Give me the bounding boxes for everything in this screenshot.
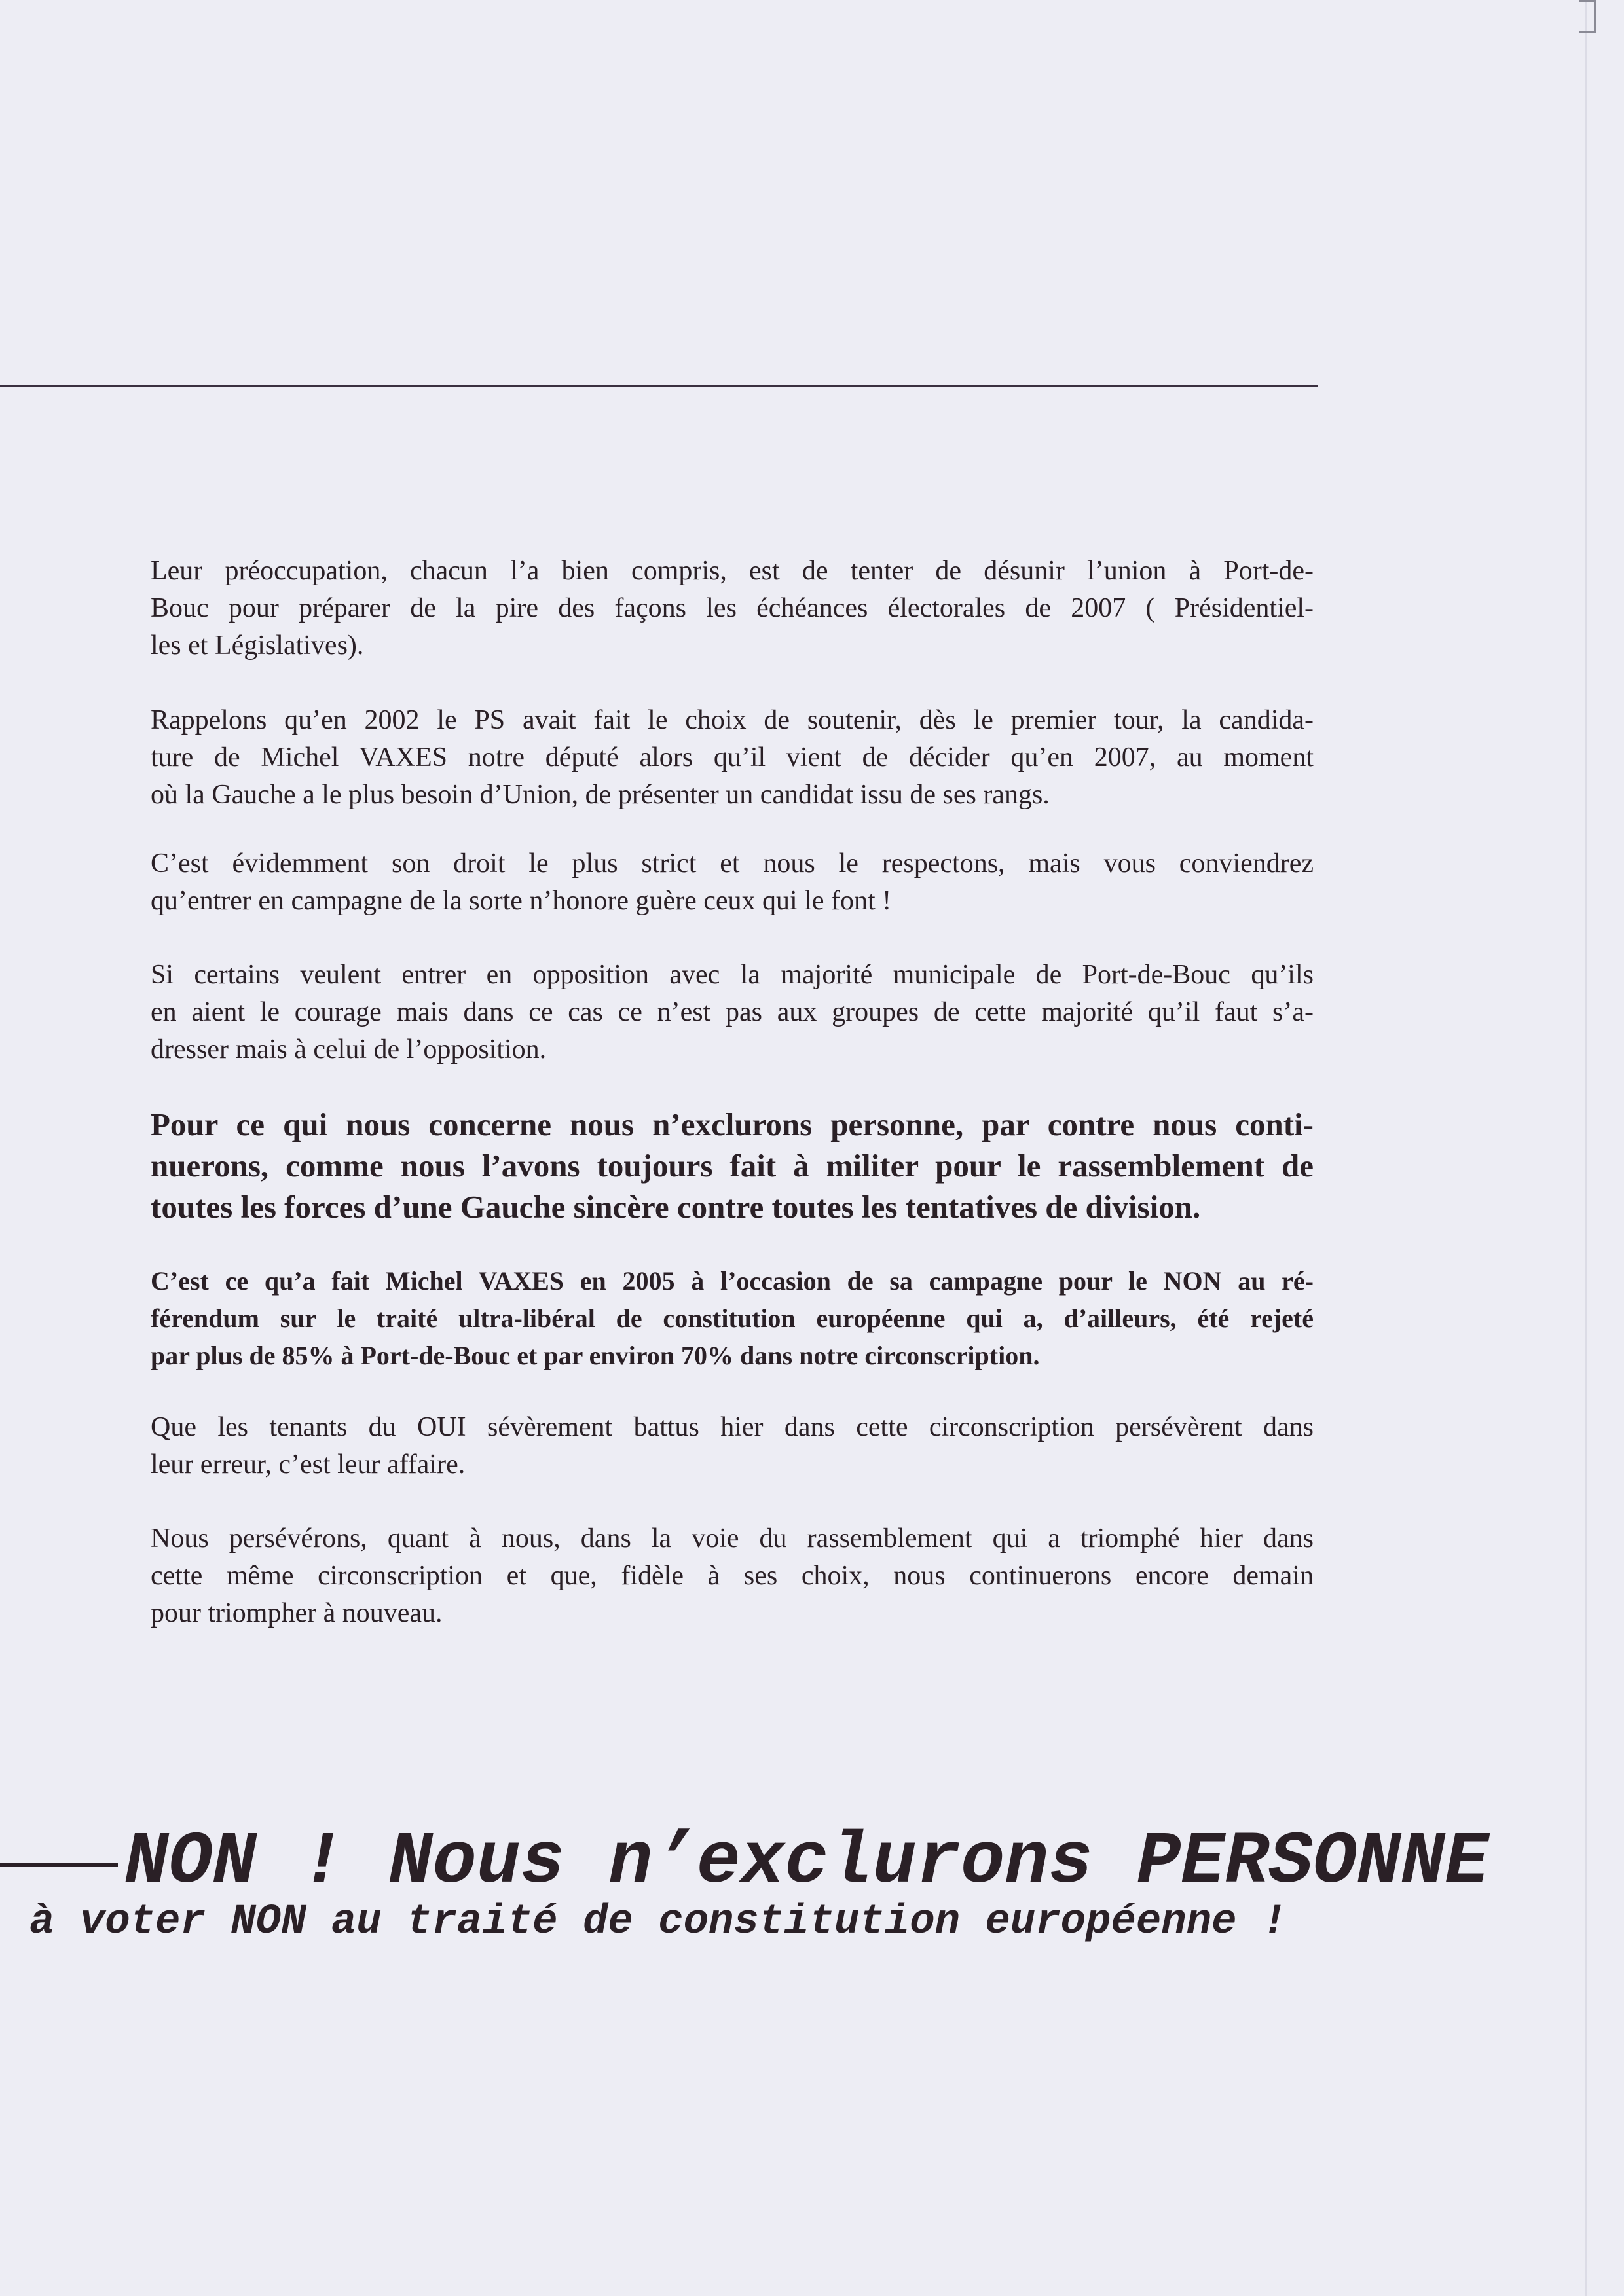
text-line: Leur préoccupation, chacun l’a bien compris, est de tenter de désunir l’union à Port-de- — [151, 556, 1314, 586]
text-line: où la Gauche a le plus besoin d’Union, de présenter un candidat issu de ses rangs. — [151, 780, 1050, 810]
corner-mark — [1579, 0, 1596, 33]
text-line: C’est évidemment son droit le plus strict et nous le respectons, mais vous conviendrez — [151, 848, 1314, 879]
text-line: Pour ce qui nous concerne nous n’exclurons personne, par contre nous conti- — [151, 1106, 1314, 1142]
paragraph — [151, 1104, 1314, 1228]
paragraph — [151, 702, 1314, 814]
text-line: Que les tenants du OUI sévèrement battus hier dans cette circonscription persévèrent dans — [151, 1412, 1314, 1442]
horizontal-rule — [0, 385, 1318, 387]
paragraph — [151, 1262, 1314, 1374]
page-edge — [1585, 0, 1587, 2296]
text-line: nuerons, comme nous l’avons toujours fait à militer pour le rassemblement de — [151, 1148, 1314, 1184]
paragraph — [151, 553, 1314, 665]
text-line: par plus de 85% à Port-de-Bouc et par environ 70% dans notre circonscription. — [151, 1341, 1040, 1370]
slogan-rule — [0, 1863, 118, 1867]
paragraph — [151, 957, 1314, 1068]
text-line: toutes les forces d’une Gauche sincère contre toutes les tentatives de division. — [151, 1189, 1201, 1225]
text-line: leur erreur, c’est leur affaire. — [151, 1449, 466, 1480]
text-line: qu’entrer en campagne de la sorte n’honore guère ceux qui le font ! — [151, 886, 892, 916]
text-line: férendum sur le traité ultra-libéral de constitution européenne qui a, d’ailleurs, été rejeté — [151, 1303, 1314, 1333]
slogan-headline: NON ! Nous n’exclurons PERSONNE — [124, 1821, 1489, 1904]
paragraph — [151, 1409, 1314, 1484]
text-line: dresser mais à celui de l’opposition. — [151, 1034, 547, 1065]
text-line: Bouc pour préparer de la pire des façons les échéances électorales de 2007 ( Présidentiel- — [151, 593, 1314, 623]
text-line: C’est ce qu’a fait Michel VAXES en 2005 à l’occasion de sa campagne pour le NON au ré- — [151, 1266, 1314, 1296]
paragraph — [151, 1520, 1314, 1632]
slogan-subline: à voter NON au traité de constitution européenne ! — [29, 1899, 1287, 1946]
text-line: pour triompher à nouveau. — [151, 1598, 443, 1628]
text-line: Si certains veulent entrer en opposition avec la majorité municipale de Port-de-Bouc qu’ils — [151, 960, 1314, 990]
text-line: les et Législatives). — [151, 630, 364, 661]
text-line: Rappelons qu’en 2002 le PS avait fait le choix de soutenir, dès le premier tour, la candida- — [151, 705, 1314, 735]
text-line: Nous persévérons, quant à nous, dans la voie du rassemblement qui a triomphé hier dans — [151, 1523, 1314, 1554]
text-line: cette même circonscription et que, fidèle à ses choix, nous continuerons encore demain — [151, 1561, 1314, 1591]
text-line: ture de Michel VAXES notre député alors qu’il vient de décider qu’en 2007, au moment — [151, 742, 1314, 773]
text-line: en aient le courage mais dans ce cas ce n’est pas aux groupes de cette majorité qu’il faut s’a- — [151, 997, 1314, 1027]
paragraph — [151, 845, 1314, 920]
